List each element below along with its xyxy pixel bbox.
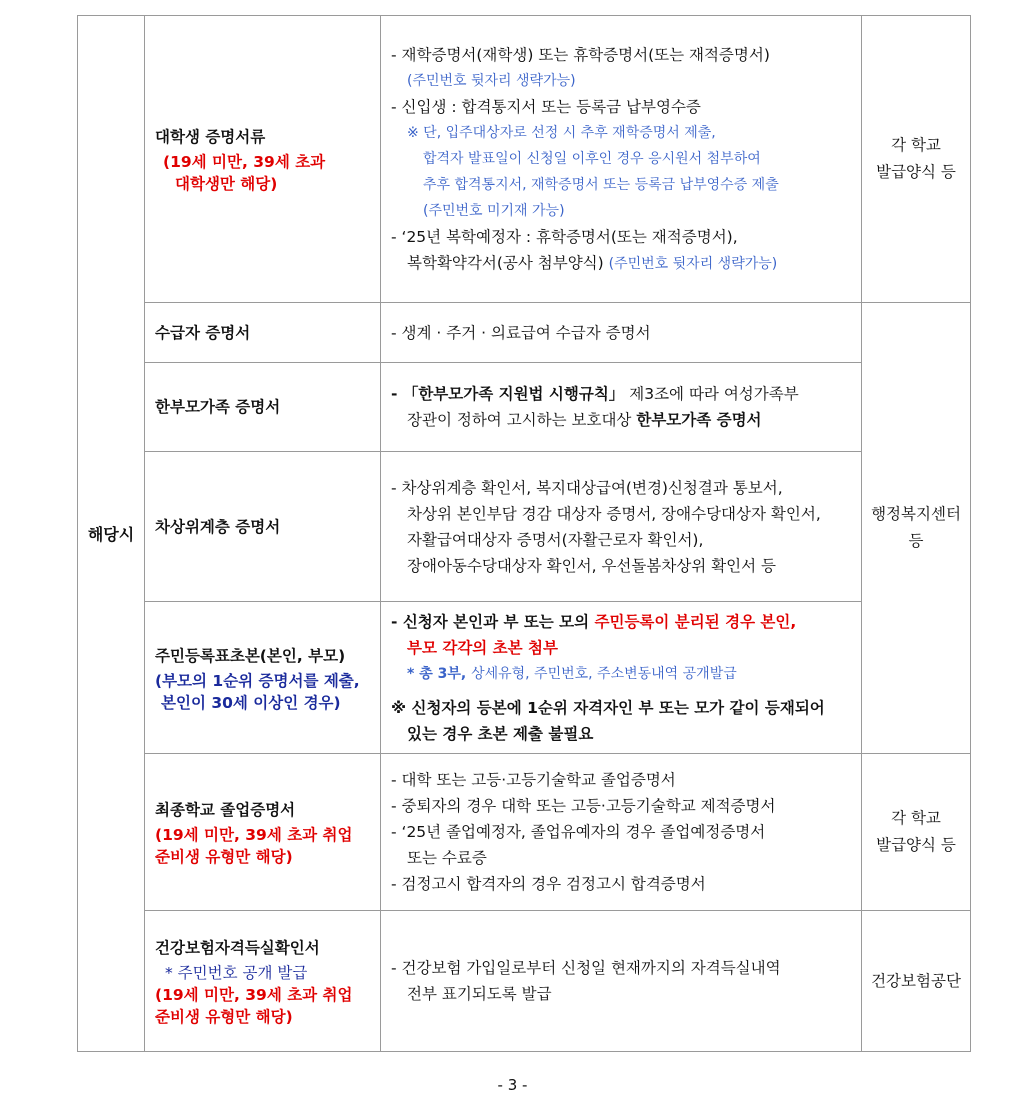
doc-note: 대학생만 해당) [175,175,278,193]
doc-note: (부모의 1순위 증명서를 제출, [155,671,360,690]
issuer-label: 행정복지센터 [871,505,961,523]
desc-line: 장애아동수당대상자 확인서, 우선돌봄차상위 확인서 등 [407,556,777,575]
doc-name-cell [145,754,381,911]
table-row [78,602,971,754]
desc-line: 또는 수료증 [407,849,487,867]
desc-line [391,609,853,635]
doc-note: (19세 미만, 39세 초과 취업 [155,826,353,844]
table-row [78,363,971,452]
desc-line: - 대학 또는 고등·고등기술학교 졸업증명서 [391,771,676,789]
desc-line: 자활급여대상자 증명서(자활근로자 확인서), [407,530,704,549]
doc-name: 주민등록표초본(본인, 부모) [155,646,346,665]
issuer-label: 각 학교 [891,809,941,827]
desc-line: 전부 표기되도록 발급 [407,985,552,1003]
doc-note: (19세 미만, 39세 초과 [163,153,326,171]
desc-line: - 중퇴자의 경우 대학 또는 고등·고등기술학교 제적증명서 [391,797,776,815]
desc-line: - ‘25년 복학예정자 : 휴학증명서(또는 재적증명서), [391,227,738,246]
doc-note: 준비생 유형만 해당) [155,848,293,866]
desc-line: (주민번호 뒷자리 생략가능) [407,72,576,89]
desc-text: * 총 3부, [407,665,472,682]
issuer-label: 등 [908,532,924,550]
doc-name-cell [145,911,381,1052]
doc-name: 수급자 증명서 [155,323,251,342]
desc-line: - 검정고시 합격자의 경우 검정고시 합격증명서 [391,875,706,893]
desc-text: 장관이 정하여 고시하는 보호대상 [407,411,637,429]
doc-name-cell [145,363,381,452]
doc-name: 건강보험자격득실확인서 [155,939,320,957]
desc-text: 한부모가족 증명서 [636,411,762,429]
desc-text: 복학확약각서(공사 첨부양식) [407,253,604,272]
desc-line: ※ 신청자의 등본에 1순위 자격자인 부 또는 모가 같이 등재되어 [391,698,825,717]
table-row [78,754,971,911]
doc-name: 대학생 증명서류 [155,128,266,146]
desc-line: 있는 경우 초본 제출 불필요 [407,724,594,743]
desc-text: - 「한부모가족 지원법 시행규칙」 [391,385,625,403]
issuer-label: 각 학교 [891,136,941,154]
table-row [78,452,971,602]
desc-line: 차상위 본인부담 경감 대상자 증명서, 장애수당대상자 확인서, [407,504,821,523]
desc-line: 추후 합격통지서, 재학증명서 또는 등록금 납부영수증 제출 [423,176,779,193]
doc-name: 한부모가족 증명서 [155,398,281,416]
desc-text: 주민등록이 분리된 경우 본인, [594,612,797,631]
doc-name-cell [145,16,381,303]
doc-note: 준비생 유형만 해당) [155,1008,293,1026]
table-row [78,16,971,303]
desc-line: 합격자 발표일이 신청일 이후인 경우 응시원서 첨부하여 [423,150,761,167]
issuer-label: 발급양식 등 [876,163,956,181]
doc-name-cell [145,452,381,602]
doc-note: 본인이 30세 이상인 경우) [161,693,341,712]
issuer-label: 건강보험공단 [871,971,961,990]
doc-name: 최종학교 졸업증명서 [155,801,296,819]
desc-line [391,381,853,407]
desc-text: (주민번호 뒷자리 생략가능) [608,255,778,272]
desc-line [391,661,853,687]
desc-line: - 신입생 : 합격통지서 또는 등록금 납부영수증 [391,97,701,116]
desc-line: 부모 각각의 초본 첨부 [407,638,558,657]
category-label: 해당시 [87,525,135,544]
desc-line: - 생계 · 주거 · 의료급여 수급자 증명서 [391,323,651,342]
doc-sub: * 주민번호 공개 발급 [165,964,308,982]
document-table [77,15,971,1052]
doc-desc-cell [381,303,862,363]
issuer-cell [862,303,971,754]
page-number: - 3 - [497,1076,528,1094]
doc-name-cell [145,303,381,363]
category-cell [78,16,145,1052]
issuer-label: 발급양식 등 [876,836,956,854]
desc-line: - 재학증명서(재학생) 또는 휴학증명서(또는 재적증명서) [391,45,770,64]
doc-desc-cell [381,754,862,911]
issuer-cell [862,16,971,303]
table-row [78,911,971,1052]
doc-desc-cell [381,452,862,602]
doc-name-cell [145,602,381,754]
desc-line: ※ 단, 입주대상자로 선정 시 추후 재학증명서 제출, [407,124,716,141]
doc-desc-cell [381,602,862,754]
doc-desc-cell [381,16,862,303]
desc-text: 제3조에 따라 여성가족부 [624,385,799,403]
desc-text: 상세유형, 주민번호, 주소변동내역 공개발급 [471,665,737,682]
desc-line: - ‘25년 졸업예정자, 졸업유예자의 경우 졸업예정증명서 [391,823,766,841]
desc-line [391,250,853,277]
doc-note: (19세 미만, 39세 초과 취업 [155,986,353,1004]
issuer-cell [862,754,971,911]
desc-text: - 신청자 본인과 부 또는 모의 [391,612,595,631]
issuer-cell [862,911,971,1052]
doc-desc-cell [381,911,862,1052]
desc-line: - 차상위계층 확인서, 복지대상급여(변경)신청결과 통보서, [391,478,783,497]
doc-name: 차상위계층 증명서 [155,517,281,536]
desc-line: - 건강보험 가입일로부터 신청일 현재까지의 자격득실내역 [391,959,781,977]
desc-line [391,407,853,433]
table-row [78,303,971,363]
desc-line: (주민번호 미기재 가능) [423,202,565,219]
doc-desc-cell [381,363,862,452]
